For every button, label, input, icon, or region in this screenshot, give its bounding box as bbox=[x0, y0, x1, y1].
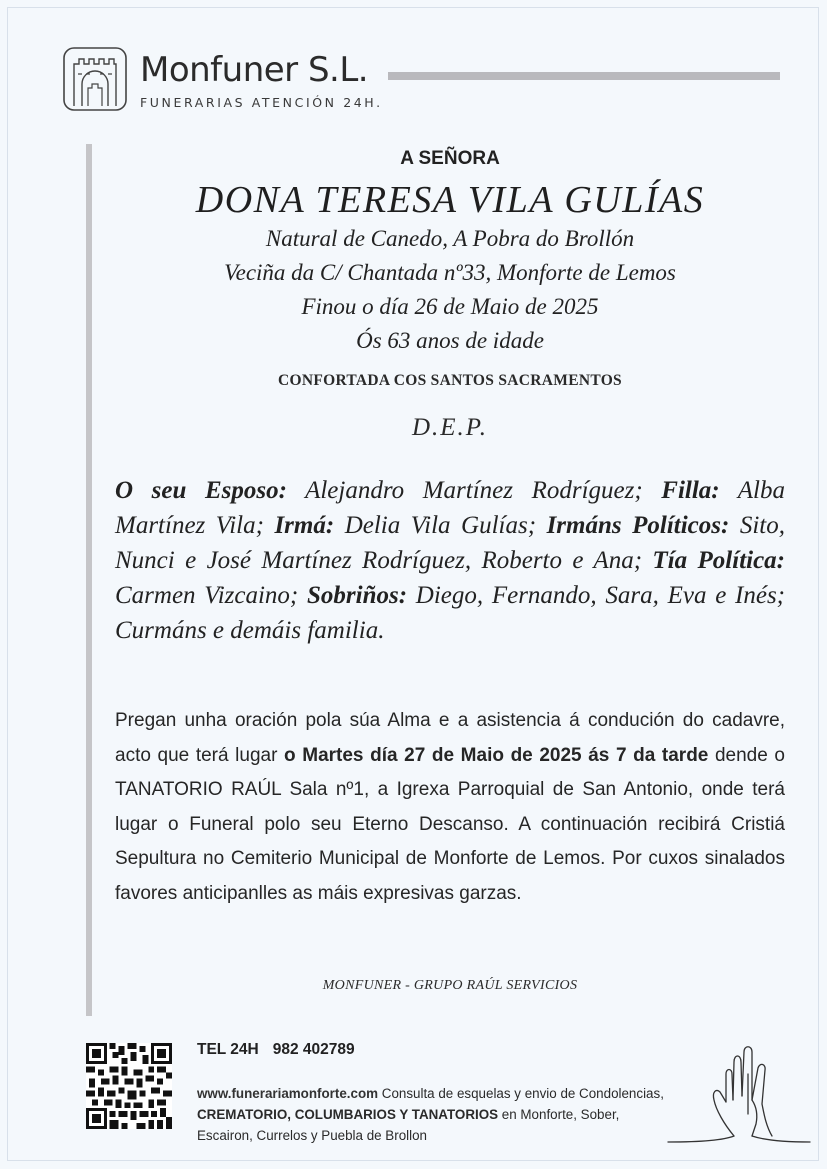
salutation: A SEÑORA bbox=[400, 148, 500, 169]
phone-label: TEL 24H bbox=[197, 1041, 259, 1058]
services-text: CREMATORIO, COLUMBARIOS Y TANATORIOS bbox=[197, 1107, 499, 1122]
ceremony-date-time: o Martes día 27 de Maio de 2025 ás 7 da tarde bbox=[284, 744, 709, 766]
deceased-name: DONA TERESA VILA GULÍAS bbox=[195, 179, 705, 221]
side-divider bbox=[86, 144, 92, 1016]
sacraments-line: CONFORTADA COS SANTOS SACRAMENTOS bbox=[278, 372, 622, 389]
rip-line: D.E.P. bbox=[411, 414, 489, 441]
group-name: MONFUNER - GRUPO RAÚL SERVICIOS bbox=[322, 978, 578, 993]
ceremony-paragraph bbox=[115, 704, 785, 912]
family-names: Alejandro Martínez Rodríguez; bbox=[305, 477, 643, 504]
qr-code-icon[interactable] bbox=[86, 1043, 172, 1129]
phone-line bbox=[197, 1041, 369, 1059]
contact-info bbox=[197, 1083, 667, 1146]
family-label: O seu Esposo: bbox=[115, 477, 287, 504]
header-divider bbox=[388, 72, 780, 80]
age-line: Ós 63 anos de idade bbox=[356, 328, 544, 353]
death-date-line: Finou o día 26 de Maio de 2025 bbox=[301, 294, 599, 319]
contact-text: Consulta de esquelas y envio de Condolencias, bbox=[378, 1086, 664, 1101]
family-names: Sito, Nunci e José Martínez Rodríguez, Roberto e Ana; bbox=[115, 512, 786, 574]
website-link[interactable]: www.funerariamonforte.com bbox=[197, 1086, 379, 1101]
brand-tagline: FUNERARIAS ATENCIÓN 24H. bbox=[140, 95, 383, 110]
contact-locations: en Monforte, Sober, Escairon, Currelos y Puebla de Brollon bbox=[197, 1107, 620, 1143]
family-label: Irmá: bbox=[274, 512, 335, 539]
castle-tower-icon bbox=[62, 46, 128, 112]
origin-line: Natural de Canedo, A Pobra do Brollón bbox=[265, 226, 635, 251]
ceremony-intro: Pregan unha oración pola súa Alma e a asistencia á condución do cadavre, acto que terá lugar bbox=[115, 710, 785, 766]
ceremony-details: dende o TANATORIO RAÚL Sala nº1, a Igrexa Parroquial de San Antonio, onde terá lugar o Funeral polo seu Eterno Descanso. A continuación recibirá Cristiá Sepultura no Cemiterio Municipal de Monforte de Lemos. Por cuxos sinalados favores anticipanlles as máis expresivas garzas. bbox=[115, 744, 785, 904]
family-label: Tía Política: bbox=[652, 547, 786, 574]
family-label: Sobriños: bbox=[306, 582, 408, 609]
family-names: Delia Vila Gulías; bbox=[344, 512, 537, 539]
family-names: Carmen Vizcaino; bbox=[115, 582, 299, 609]
family-label: Filla: bbox=[661, 477, 720, 504]
family-closing: Curmáns e demáis familia. bbox=[115, 617, 385, 644]
address-line: Veciña da C/ Chantada nº33, Monforte de Lemos bbox=[224, 260, 676, 285]
praying-hands-icon bbox=[664, 1044, 814, 1148]
brand-name: Monfuner S.L. bbox=[140, 50, 369, 90]
family-names: Alba Martínez Vila; bbox=[115, 477, 785, 539]
family-list bbox=[115, 473, 785, 648]
family-names: Diego, Fernando, Sara, Eva e Inés; bbox=[415, 582, 786, 609]
family-label: Irmáns Políticos: bbox=[546, 512, 730, 539]
phone-number[interactable]: 982 402789 bbox=[272, 1041, 355, 1058]
